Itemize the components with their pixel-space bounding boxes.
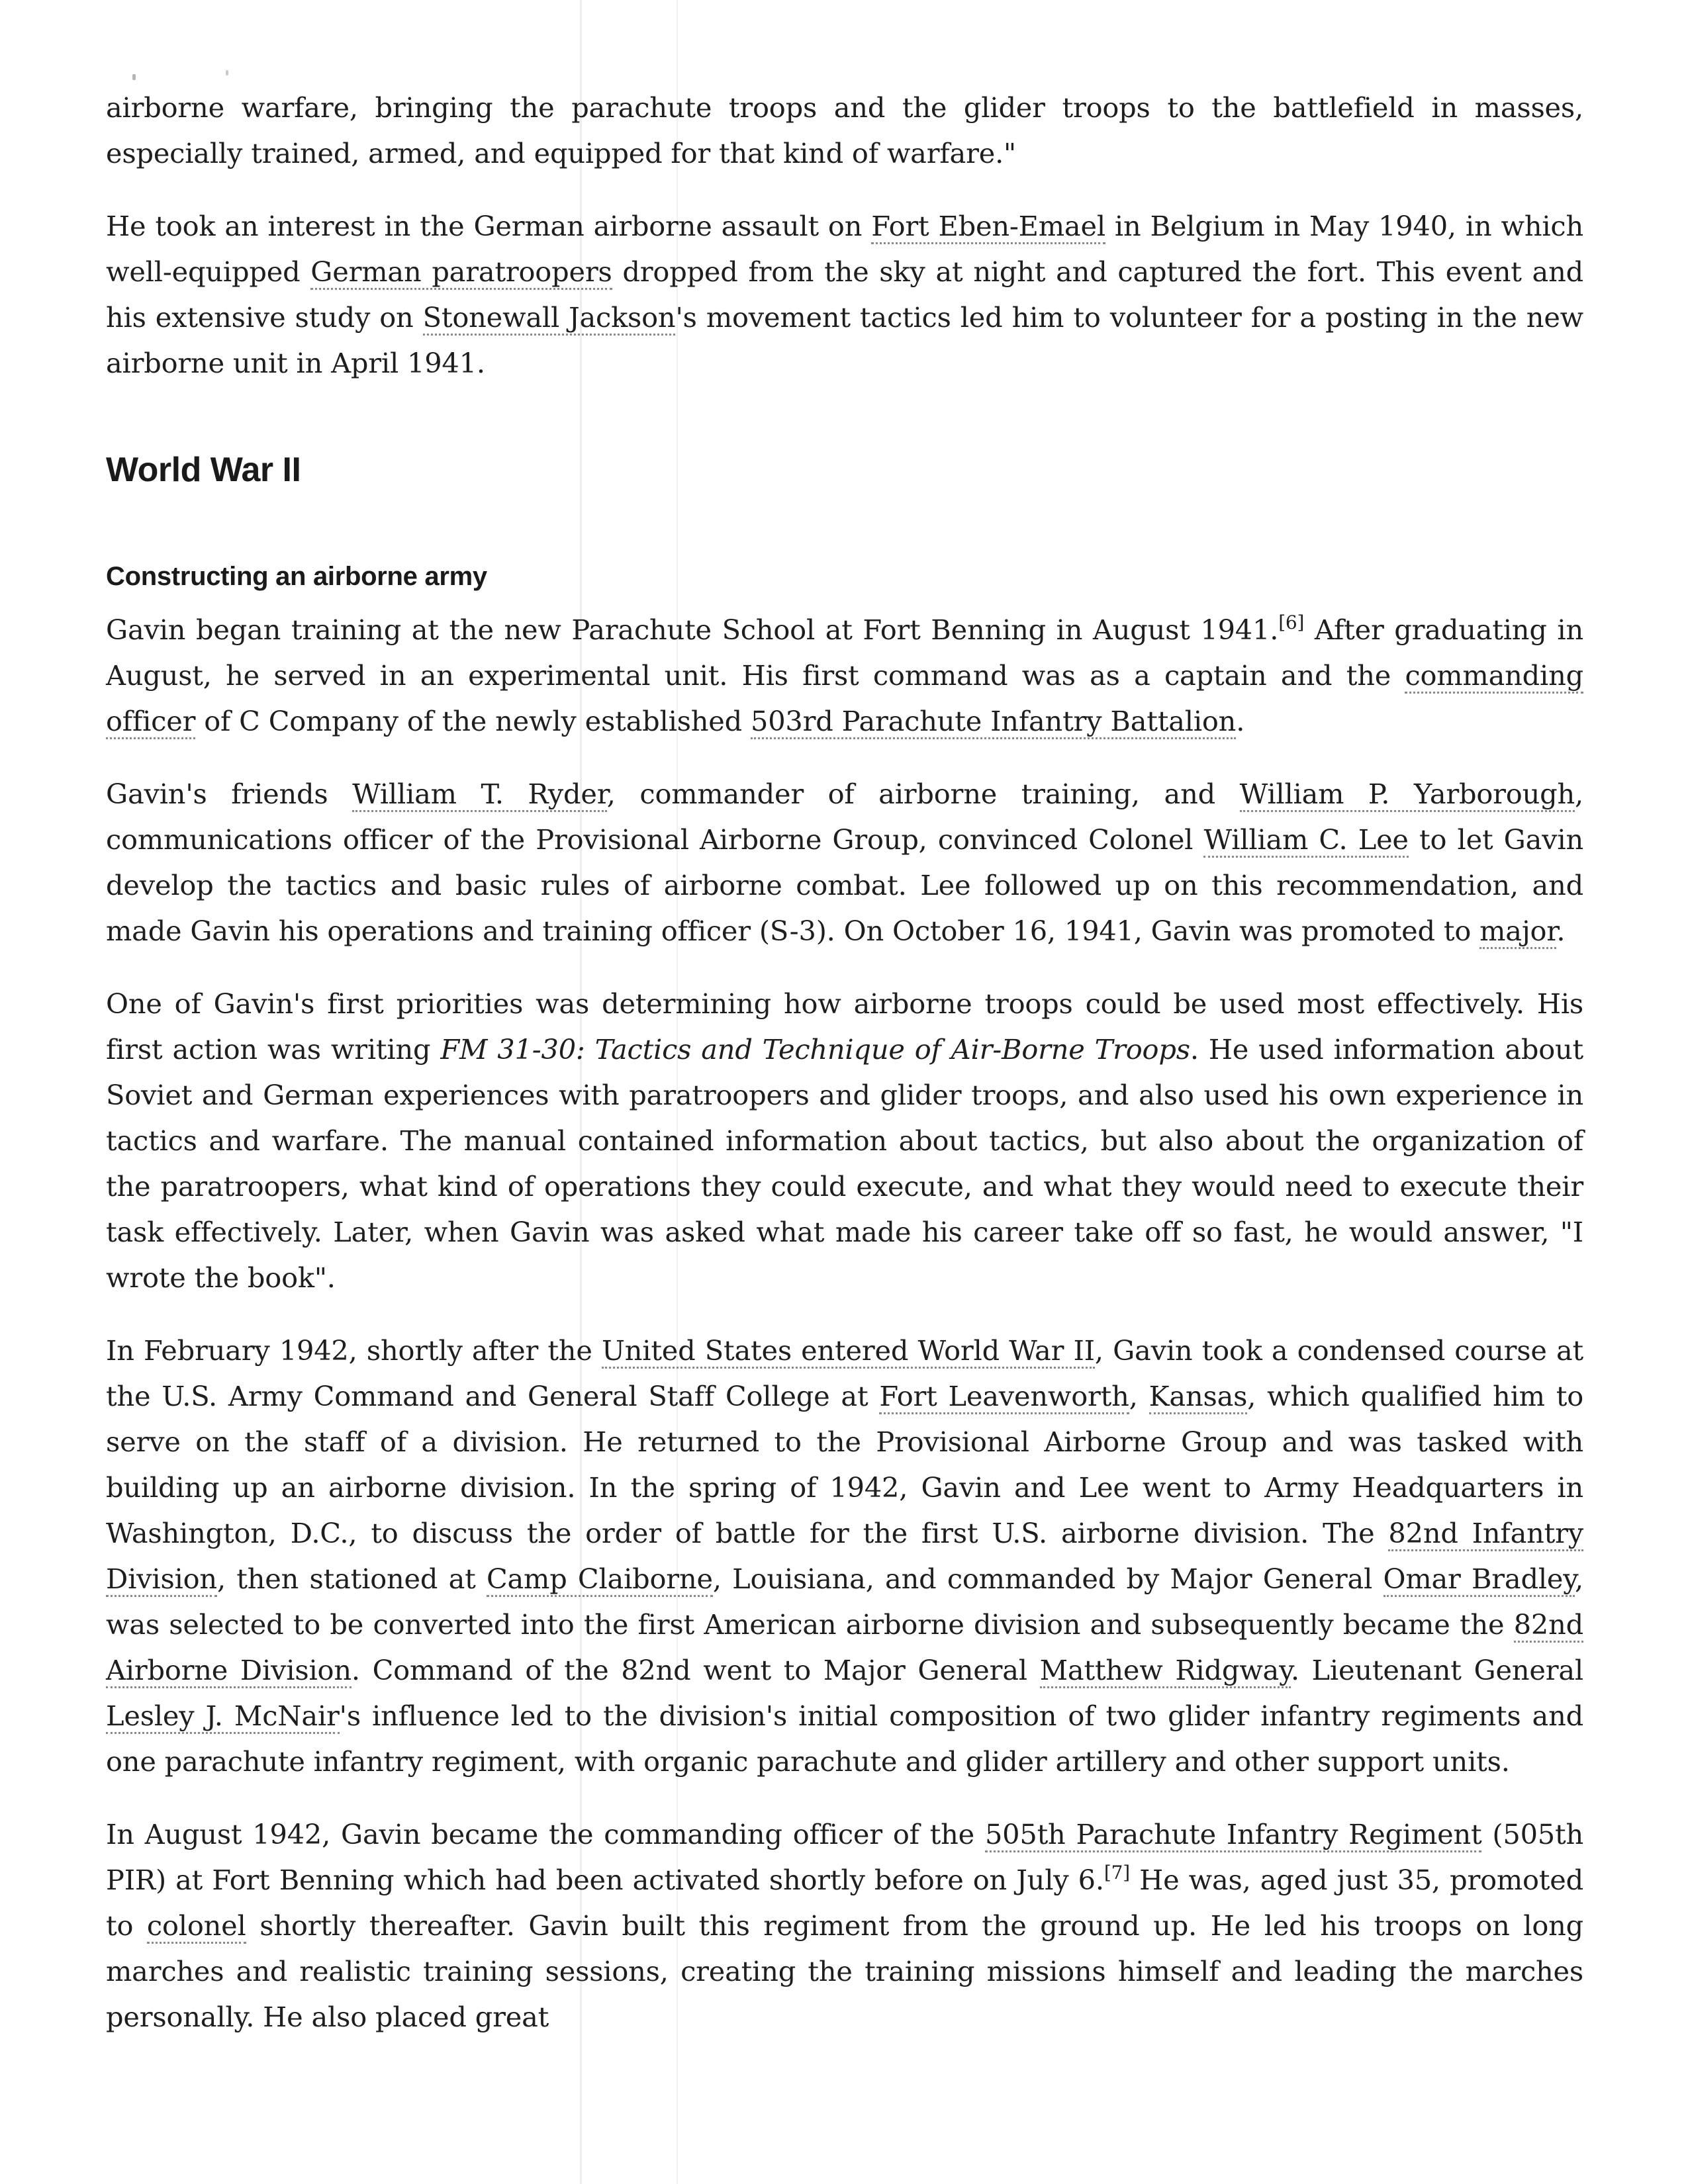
citation-6[interactable]: [6] bbox=[1278, 612, 1305, 633]
link-505th-parachute-infantry-regiment[interactable]: 505th Parachute Infantry Regiment bbox=[985, 1818, 1482, 1852]
text-run: . bbox=[1556, 915, 1566, 947]
text-run: In February 1942, shortly after the bbox=[106, 1334, 602, 1367]
scan-speck bbox=[132, 74, 136, 80]
paragraph-parachute-school bbox=[106, 607, 1583, 744]
text-run: , communications officer of the Provisional Airborne Group, convinced Colonel bbox=[106, 778, 1583, 856]
text-run: , then stationed at bbox=[216, 1563, 487, 1595]
text-run: . Lieutenant General bbox=[1290, 1654, 1583, 1686]
link-matthew-ridgway[interactable]: Matthew Ridgway bbox=[1040, 1654, 1291, 1688]
text-run: He took an interest in the German airborne assault on bbox=[106, 210, 872, 242]
manual-title: FM 31-30: Tactics and Technique of Air-Borne Troops bbox=[440, 1033, 1190, 1066]
text-run: , was selected to be converted into the first American airborne division and subsequently became the bbox=[106, 1563, 1584, 1641]
text-run: . Command of the 82nd went to Major General bbox=[351, 1654, 1040, 1686]
link-major[interactable]: major bbox=[1479, 915, 1556, 949]
link-camp-claiborne[interactable]: Camp Claiborne bbox=[487, 1563, 713, 1597]
link-lesley-j-mcnair[interactable]: Lesley J. McNair bbox=[106, 1700, 340, 1734]
paragraph-quote-continuation: airborne warfare, bringing the parachute troops and the glider troops to the battlefield in masses, especially trained, armed, and equipped for that kind of warfare." bbox=[106, 91, 1583, 169]
paragraph-eben-emael bbox=[106, 203, 1583, 386]
text-run: 's influence led to the division's initial composition of two glider infantry regiments and one parachute infantry regiment, with organic parachute and glider artillery and other support units. bbox=[106, 1700, 1583, 1778]
text-run: in Belgium in May 1940, in which well-equipped bbox=[106, 210, 1584, 288]
text-run: , Louisiana, and commanded by Major General bbox=[712, 1563, 1383, 1595]
link-omar-bradley[interactable]: Omar Bradley bbox=[1383, 1563, 1575, 1597]
text-run: 's movement tactics led him to volunteer for a posting in the new airborne unit in April 1941. bbox=[106, 301, 1583, 379]
text-run: shortly thereafter. Gavin built this regiment from the ground up. He led his troops on long marches and realistic training sessions, creating the training missions himself and leading the marches personally. He also placed great bbox=[106, 1909, 1583, 2033]
text-run: (505th PIR) at Fort Benning which had been activated shortly before on July 6. bbox=[106, 1818, 1583, 1896]
subsection-heading-constructing-army: Constructing an airborne army bbox=[106, 562, 487, 591]
text-run: He was, aged just 35, promoted to bbox=[106, 1864, 1584, 1942]
link-kansas[interactable]: Kansas bbox=[1149, 1380, 1248, 1414]
text-run: After graduating in August, he served in an experimental unit. His first command was as a captain and the bbox=[106, 614, 1583, 692]
text-run: , which qualified him to serve on the staff of a division. He returned to the Provisional Airborne Group and was tasked with building up an airborne division. In the spring of 1942, Gavin and Lee went to Army Headquarters in Washington, D.C., to discuss the order of battle for the first U.S. airborne division. The bbox=[106, 1380, 1583, 1549]
section-heading-world-war-ii: World War II bbox=[106, 451, 301, 489]
text-run: One of Gavin's first priorities was determining how airborne troops could be used most effectively. His first action was writing bbox=[106, 987, 1583, 1066]
link-stonewall-jackson[interactable]: Stonewall Jackson bbox=[423, 301, 676, 336]
text-run: , bbox=[1129, 1380, 1149, 1412]
text-run: . bbox=[1236, 705, 1245, 737]
link-william-c-lee[interactable]: William C. Lee bbox=[1203, 823, 1408, 858]
paragraph-priorities bbox=[106, 981, 1583, 1300]
link-fort-eben-emael[interactable]: Fort Eben-Emael bbox=[871, 210, 1105, 244]
link-us-entered-wwii[interactable]: United States entered World War II bbox=[602, 1334, 1095, 1369]
link-82nd-airborne-division[interactable]: 82nd Airborne Division bbox=[106, 1608, 1583, 1688]
paragraph-friends bbox=[106, 771, 1583, 954]
text-run: , commander of airborne training, and bbox=[606, 778, 1240, 810]
text-run: Gavin began training at the new Parachute School at Fort Benning in August 1941. bbox=[106, 614, 1279, 646]
text-run: to let Gavin develop the tactics and basic rules of airborne combat. Lee followed up on this recommendation, and made Gavin his operations and training officer (S-3). On October 16, 1941, Gavin was promoted to bbox=[106, 823, 1583, 947]
link-colonel[interactable]: colonel bbox=[147, 1909, 246, 1944]
article-page bbox=[106, 85, 1583, 2067]
scan-speck bbox=[226, 70, 228, 75]
link-william-t-ryder[interactable]: William T. Ryder bbox=[352, 778, 607, 812]
paragraph-february-1942 bbox=[106, 1328, 1583, 1784]
text-run: Gavin's friends bbox=[106, 778, 353, 810]
text-run: . He used information about Soviet and German experiences with paratroopers and glider troops, and also used his own experience in tactics and warfare. The manual contained information about tactics, but also about the organization of the paratroopers, what kind of operations they could execute, and what they would need to execute their task effectively. Later, when Gavin was asked what made his career take off so fast, he would answer, "I wrote the book". bbox=[106, 1033, 1583, 1294]
link-fort-leavenworth[interactable]: Fort Leavenworth bbox=[879, 1380, 1129, 1414]
link-503rd-parachute-infantry-battalion[interactable]: 503rd Parachute Infantry Battalion bbox=[751, 705, 1236, 739]
text-run: In August 1942, Gavin became the commanding officer of the bbox=[106, 1818, 985, 1850]
citation-7[interactable]: [7] bbox=[1103, 1862, 1130, 1884]
link-william-p-yarborough[interactable]: William P. Yarborough bbox=[1240, 778, 1575, 812]
link-commanding-officer[interactable]: commanding officer bbox=[106, 659, 1583, 739]
link-german-paratroopers[interactable]: German paratroopers bbox=[310, 255, 612, 290]
paragraph-august-1942 bbox=[106, 1811, 1583, 2040]
text-run: , Gavin took a condensed course at the U.S. Army Command and General Staff College at bbox=[106, 1334, 1583, 1412]
text-run: dropped from the sky at night and captured the fort. This event and his extensive study on bbox=[106, 255, 1583, 334]
text-run: of C Company of the newly established bbox=[195, 705, 751, 737]
link-82nd-infantry-division[interactable]: 82nd Infantry Division bbox=[106, 1517, 1583, 1597]
